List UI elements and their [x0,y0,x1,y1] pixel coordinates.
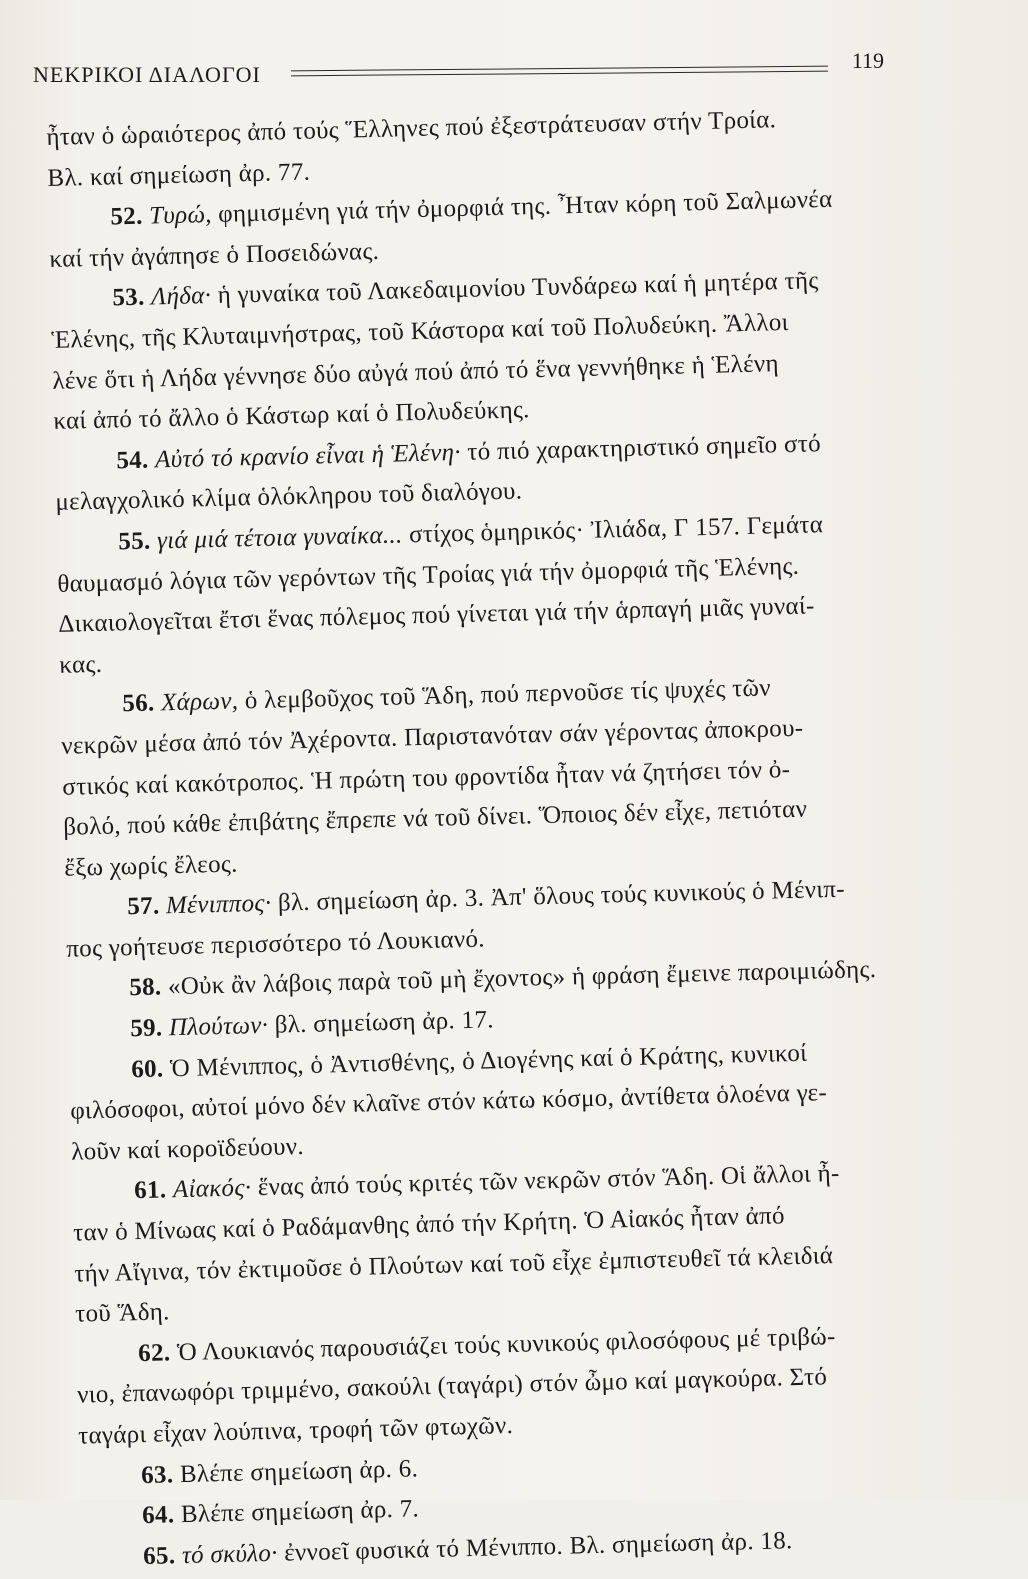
note-text: Δικαιολογεῖται ἔτσι ἕνας πόλεμος πού γίνεται γιά τήν ἁρπαγή μιᾶς γυναί- [58,592,815,638]
note-text: Βλέπε σημείωση ἀρ. 6. [179,1454,419,1488]
note-term: Αὐτό τό κρανίο εἶναι ἡ Ἑλένη· [154,438,462,474]
note-text: ταν ὁ Μίνωας καί ὁ Ραδάμανθης ἀπό τήν Κρήτη. Ὁ Αἰακός ἦταν ἀπό [72,1202,786,1247]
note-term: Λήδα· [150,282,212,311]
note-text: ἔξω χωρίς ἔλεος. [63,850,238,882]
note-text: τό πιό χαρακτηριστικό σημεῖο στό [460,429,822,466]
note-term: Μένιππος· [165,890,272,920]
note-text: λοῦν καί κοροϊδεύουν. [70,1132,305,1166]
note-term: Πλούτων· [168,1011,269,1042]
note-text: βολό, πού κάθε ἐπιβάτης ἔπρεπε νά τοῦ δίνει. Ὅποιος δέν εἶχε, πετιόταν [63,795,808,841]
note-text: μελαγχολικό κλίμα ὁλόκληρου τοῦ διαλόγου. [55,477,523,517]
note-text: λένε ὅτι ἡ Λήδα γέννησε δύο αὐγά πού ἀπό τό ἕνα γεννήθηκε ἡ Ἑλένη [52,349,780,395]
note-number: 62. [137,1339,171,1367]
note-text: ἕνας ἀπό τούς κριτές τῶν νεκρῶν στόν Ἅδη. Οἱ ἄλλοι ἦ- [250,1160,840,1202]
note-number: 57. [126,892,160,921]
note-term: Χάρων, [160,687,239,717]
note-number: 63. [140,1460,174,1489]
note-text: Βλ. καί σημείωση ἀρ. 77. [47,158,311,192]
note-number: 52. [110,202,143,231]
note-text: ἦταν ὁ ὡραιότερος ἀπό τούς Ἕλληνες πού ἐξεστράτευσαν στήν Τροία. [46,106,777,151]
note-text: ταγάρι εἶχαν λούπινα, τροφή τῶν φτωχῶν. [77,1411,514,1450]
note-text: καί ἀπό τό ἄλλο ὁ Κάστωρ καί ὁ Πολυδεύκης. [53,396,530,436]
note-number: 61. [133,1176,167,1205]
note-term: Αἰακός· [172,1174,252,1204]
note-text: στικός καί κακότροπος. Ἡ πρώτη του φροντίδα ἦταν νά ζητήσει τόν ὀ- [62,755,791,801]
note-text: καί τήν ἀγάπησε ὁ Ποσειδώνας. [49,237,380,273]
page-number: 119 [851,48,884,73]
note-text: Ὁ Λουκιανός παρουσιάζει τούς κυνικούς φιλοσόφους μέ τριβώ- [176,1322,836,1366]
note-number: 56. [122,689,155,718]
note-text: πος γοήτευσε περισσότερο τό Λουκιανό. [65,925,486,963]
note-text: κας. [59,650,103,679]
note-text: νεκρῶν μέσα ἀπό τόν Ἀχέροντα. Παριστανόταν σάν γέροντας ἀποκρου- [61,714,804,760]
note-text: βλ. σημείωση ἀρ. 3. Ἀπ' ὅλους τούς κυνικούς ὁ Μένιπ- [271,875,846,918]
note-number: 64. [141,1501,175,1530]
note-text: στίχος ὁμηρικός· Ἰλιάδα, Γ 157. Γεμάτα [402,511,824,549]
note-number: 55. [118,527,151,556]
note-text: νιο, ἐπανωφόρι τριμμένο, σακούλι (ταγάρι) στόν ὦμο καί μαγκούρα. Στό [76,1363,828,1410]
note-text: βλ. σημείωση ἀρ. 17. [267,1006,495,1039]
note-number: 60. [130,1055,164,1083]
note-text: ὁ λεμβοῦχος τοῦ Ἅδη, πού περνοῦσε τίς ψυχές τῶν [237,674,772,715]
header-rule [291,71,828,77]
note-text: «Οὐκ ἂν λάβοις παρὰ τοῦ μὴ ἔχοντος» ἡ φράση ἔμεινε παροιμιώδης. [167,956,877,1001]
note-text: ἐννοεῖ φυσικά τό Μένιππο. Βλ. σημείωση ἀρ. 18. [277,1526,793,1567]
note-term: γιά μιά τέτοια γυναίκα... [156,521,403,555]
notes-text [46,96,961,1578]
note-number: 65. [142,1542,176,1570]
note-text: φημισμένη γιά τήν ὀμορφιά της. Ἦταν κόρη τοῦ Σαλμωνέα [211,186,833,229]
note-text: τήν Αἴγινα, τόν ἐκτιμοῦσε ὁ Πλούτων καί τοῦ εἶχε ἐμπιστευθεῖ τά κλειδιά [73,1241,834,1288]
note-text: θαυμασμό λόγια τῶν γερόντων τῆς Τροίας γιά τήν ὀμορφιά τῆς Ἑλένης. [57,552,800,598]
running-title: ΝΕΚΡΙΚΟΙ ΔΙΑΛΟΓΟΙ [33,62,261,87]
note-term: Τυρώ, [148,201,213,230]
note-number: 58. [128,973,162,1002]
note-text: ἡ γυναίκα τοῦ Λακεδαιμονίου Τυνδάρεω καί ἡ μητέρα τῆς [210,267,819,310]
note-text: τοῦ Ἅδη. [74,1298,170,1328]
note-text: φιλόσοφοι, αὐτοί μόνο δέν κλαῖνε στόν κάτω κόσμο, ἀντίθετα ὁλοένα γε- [69,1079,828,1125]
note-text: Ἑλένης, τῆς Κλυταιμνήστρας, τοῦ Κάστορα καί τοῦ Πολυδεύκη. Ἄλλοι [51,308,789,354]
note-number: 59. [129,1014,163,1043]
note-number: 54. [116,446,149,475]
note-number: 53. [112,284,145,312]
page-header [33,48,888,90]
note-text: Ὁ Μένιππος, ὁ Ἀντισθένης, ὁ Διογένης καί ὁ Κράτης, κυνικοί [169,1039,808,1082]
note-term: τό σκύλο· [181,1539,278,1569]
note-text: Βλέπε σημείωση ἀρ. 7. [180,1495,420,1529]
